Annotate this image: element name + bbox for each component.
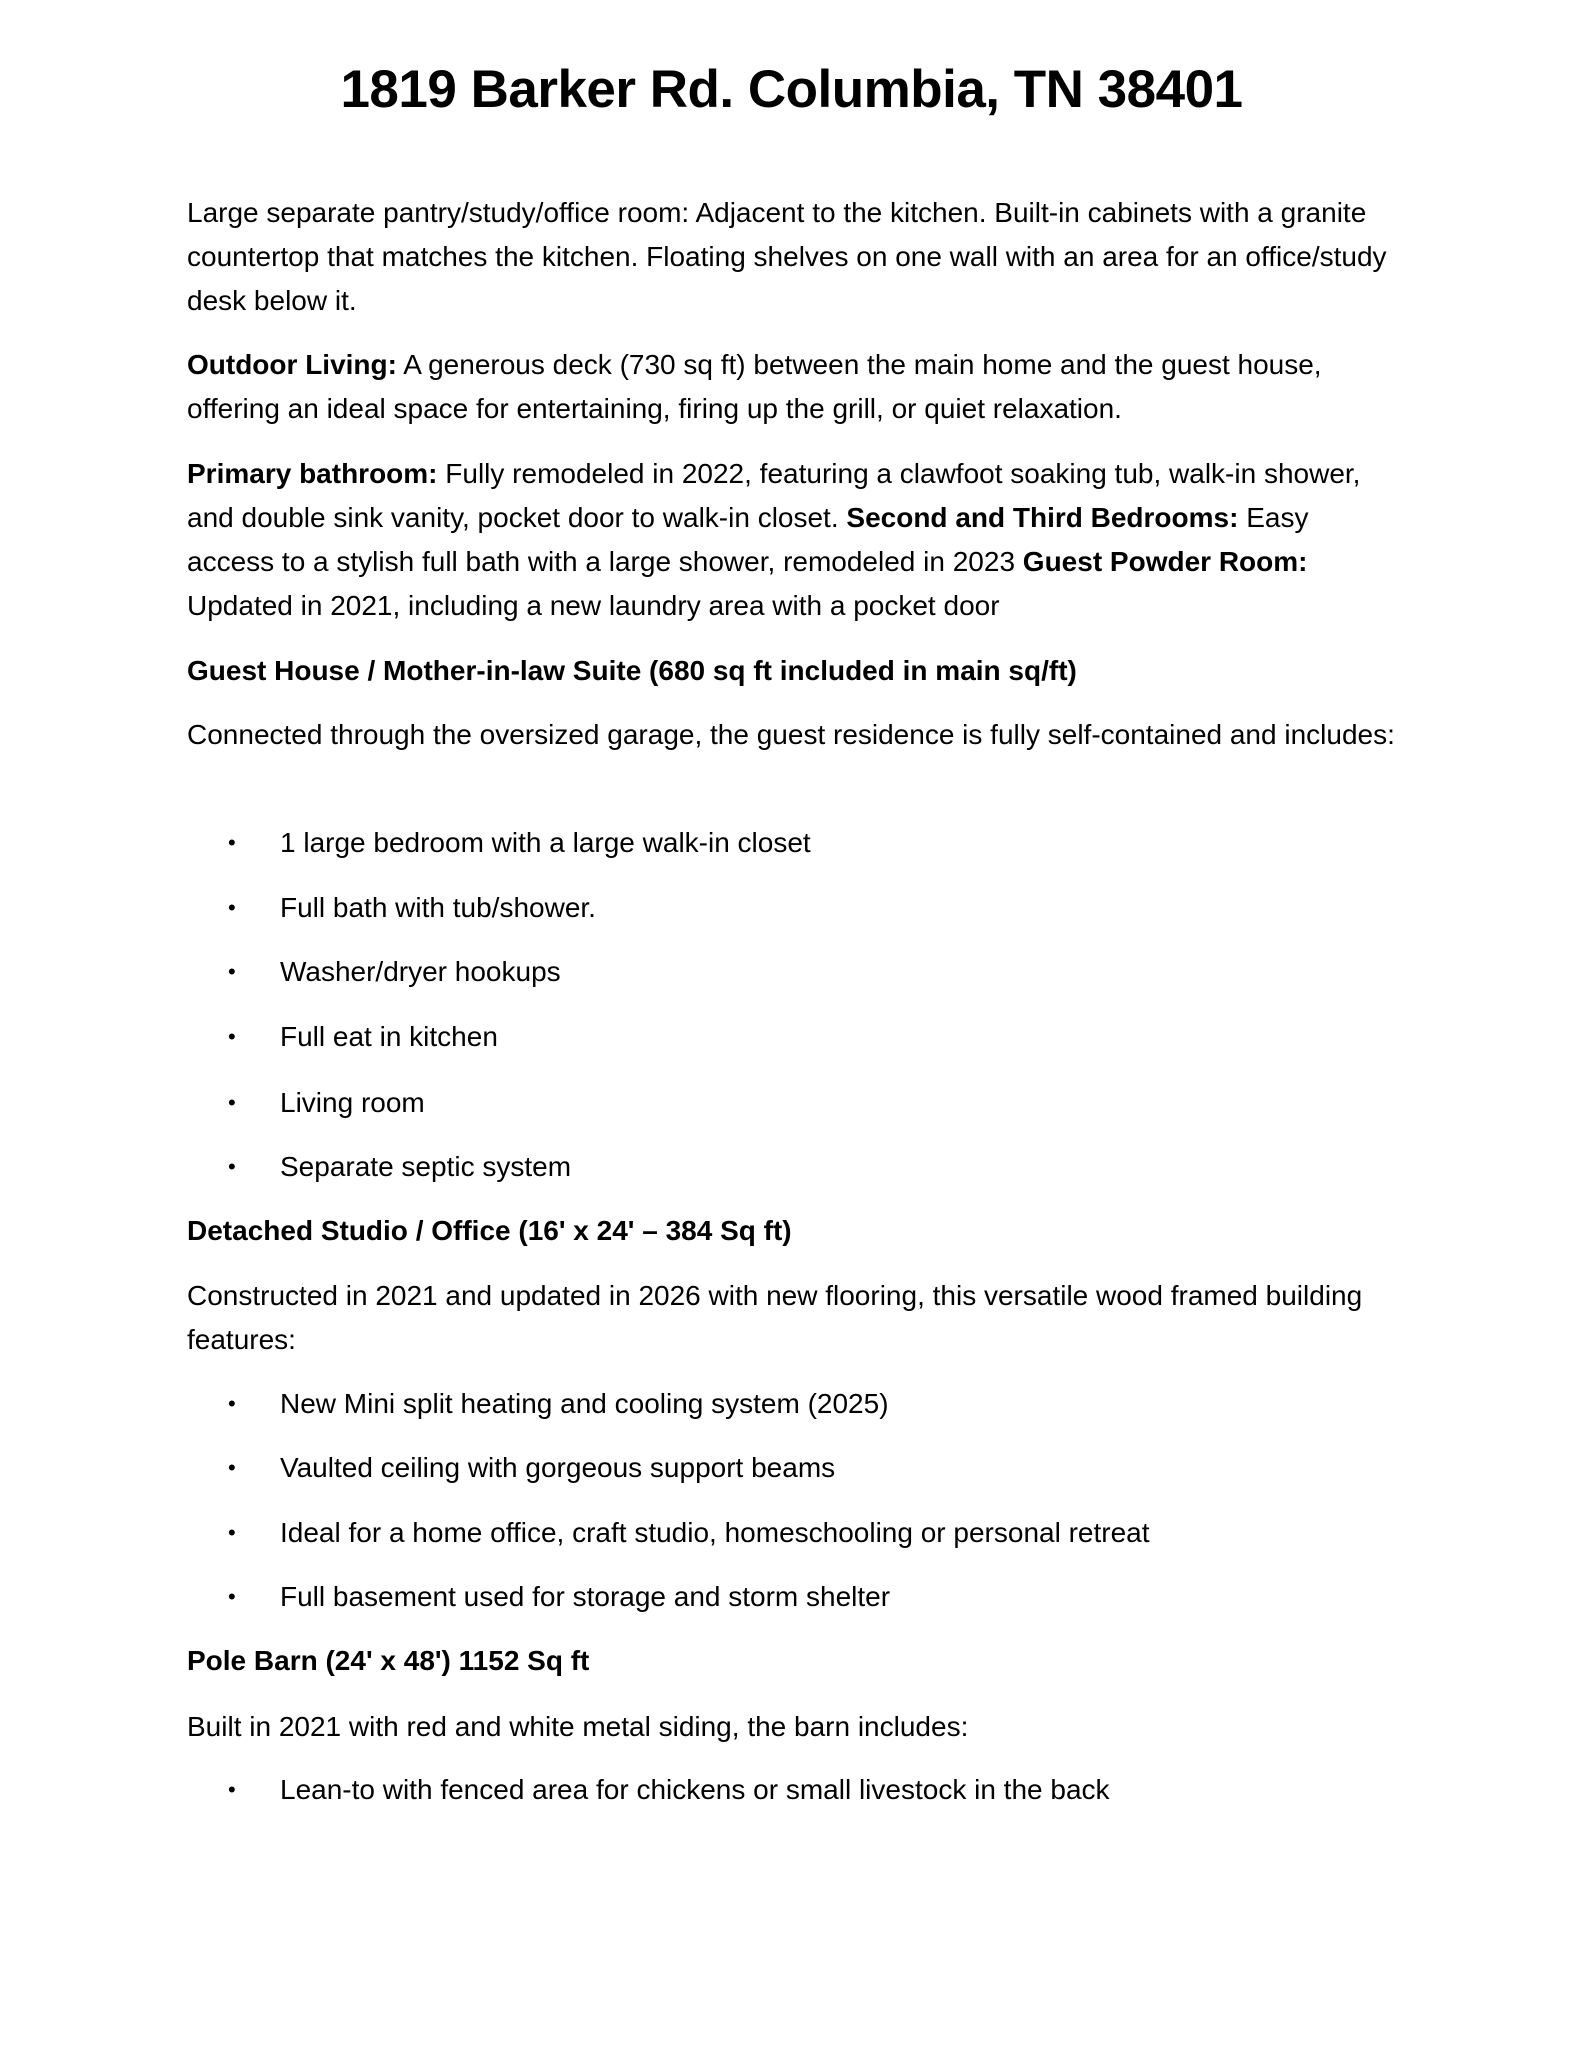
bullet-icon: • <box>228 830 236 855</box>
bullet-icon: • <box>228 1154 236 1179</box>
bullet-icon: • <box>228 1520 236 1545</box>
bullet-icon: • <box>228 1391 236 1416</box>
pole-barn-heading: Pole Barn (24' x 48') 1152 Sq ft <box>187 1645 590 1676</box>
outdoor-living-text: A generous deck (730 sq ft) between the main home and the guest house, offering an ideal space for entertaining, firing up the grill, or quiet relaxation. <box>187 349 1322 424</box>
bullet-icon: • <box>228 959 236 984</box>
bullet-icon: • <box>228 1584 236 1609</box>
list-item: • Full eat in kitchen <box>228 1015 498 1059</box>
list-item: • Washer/dryer hookups <box>228 950 561 994</box>
second-third-bedrooms-label: Second and Third Bedrooms: <box>846 502 1239 533</box>
bullet-icon: • <box>228 1024 236 1049</box>
list-item: • Full bath with tub/shower. <box>228 886 596 930</box>
list-item: • 1 large bedroom with a large walk-in closet <box>228 821 811 865</box>
list-item: • Living room <box>228 1081 425 1125</box>
bullet-icon: • <box>228 895 236 920</box>
list-item: • Lean-to with fenced area for chickens or small livestock in the back <box>228 1768 1110 1812</box>
page-title: 1819 Barker Rd. Columbia, TN 38401 <box>340 60 1243 119</box>
studio-heading: Detached Studio / Office (16' x 24' – 384 Sq ft) <box>187 1215 792 1246</box>
outdoor-living-paragraph <box>187 343 1402 431</box>
list-item: • Full basement used for storage and storm shelter <box>228 1575 890 1619</box>
pantry-paragraph: Large separate pantry/study/office room: Adjacent to the kitchen. Built-in cabinets with a granite countertop that matches the kitchen. Floating shelves on one wall with an area for an office/study desk below it. <box>187 197 1387 316</box>
pole-barn-intro: Built in 2021 with red and white metal siding, the barn includes: <box>187 1711 969 1742</box>
guest-powder-room-label: Guest Powder Room: <box>1022 546 1308 577</box>
primary-bathroom-text: Fully remodeled in 2022, featuring a clawfoot soaking tub, walk-in shower, and double sink vanity, pocket door to walk-in closet. <box>187 458 1361 533</box>
guest-powder-room-text: Updated in 2021, including a new laundry area with a pocket door <box>187 590 1000 621</box>
bullet-icon: • <box>228 1090 236 1115</box>
list-item: • Separate septic system <box>228 1145 571 1189</box>
primary-bathroom-label: Primary bathroom: <box>187 458 438 489</box>
list-item: • New Mini split heating and cooling system (2025) <box>228 1382 889 1426</box>
bullet-icon: • <box>228 1777 236 1802</box>
studio-intro: Constructed in 2021 and updated in 2026 with new flooring, this versatile wood framed building features: <box>187 1280 1363 1355</box>
second-third-bedrooms-text: Easy access to a stylish full bath with a large shower, remodeled in 2023 <box>187 502 1309 577</box>
list-item: • Vaulted ceiling with gorgeous support beams <box>228 1446 835 1490</box>
guest-house-heading: Guest House / Mother-in-law Suite (680 sq ft included in main sq/ft) <box>187 655 1077 686</box>
bathrooms-paragraph <box>187 452 1402 628</box>
bullet-icon: • <box>228 1455 236 1480</box>
outdoor-living-label: Outdoor Living: <box>187 349 397 380</box>
list-item: • Ideal for a home office, craft studio, homeschooling or personal retreat <box>228 1511 1150 1555</box>
guest-house-intro: Connected through the oversized garage, the guest residence is fully self-contained and includes: <box>187 719 1395 750</box>
